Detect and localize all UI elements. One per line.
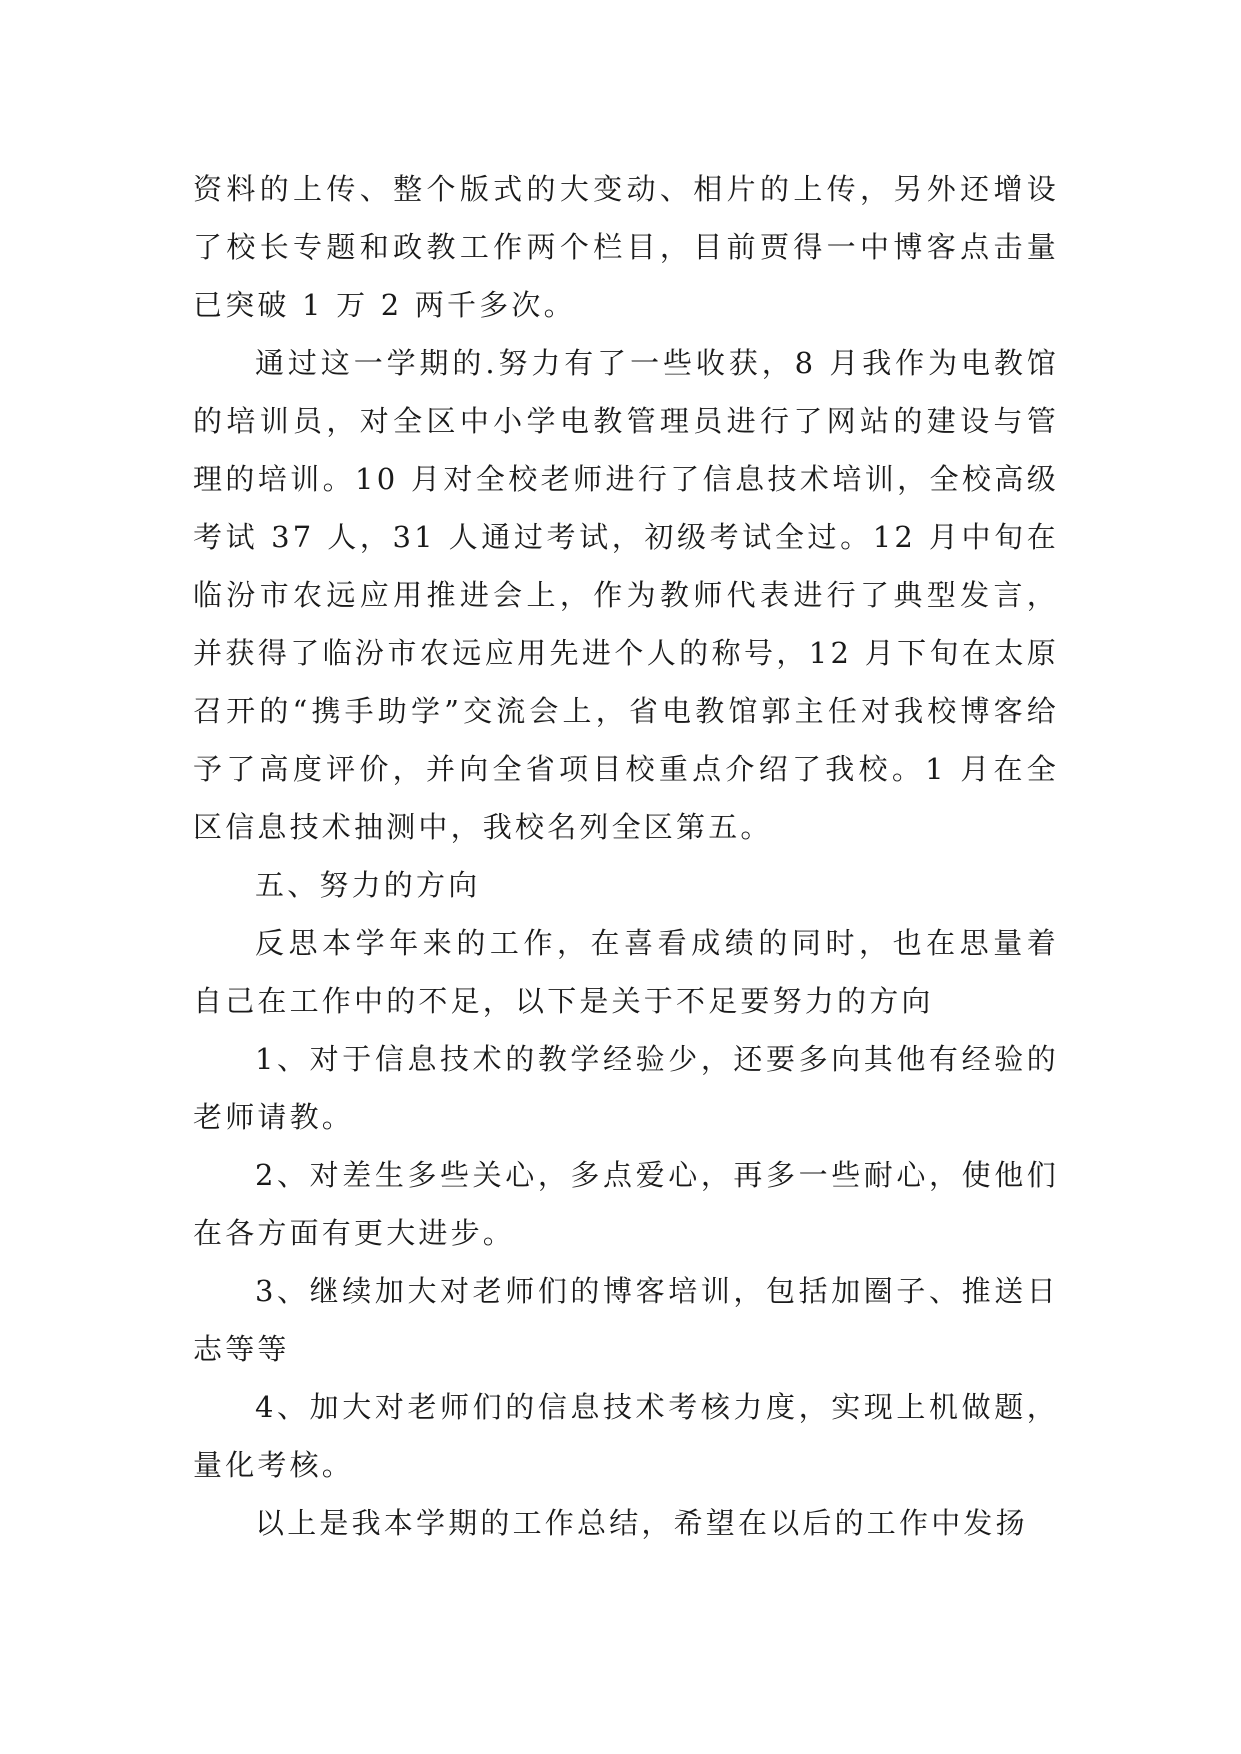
list-item-2: 2、对差生多些关心，多点爱心，再多一些耐心，使他们在各方面有更大进步。	[193, 1158, 1059, 1250]
paragraph-continuation: 资料的上传、整个版式的大变动、相片的上传，另外还增设了校长专题和政教工作两个栏目，目前贾得一中博客点击量已突破 1 万 2 两千多次。	[193, 172, 1059, 322]
section-heading: 五、努力的方向	[255, 868, 481, 902]
paragraph-achievements: 通过这一学期的.努力有了一些收获，8 月我作为电教馆的培训员，对全区中小学电教管理员进行了网站的建设与管理的培训。10 月对全校老师进行了信息技术培训，全校高级考试 37 人，31 人通过考试，初级考试全过。12 月中旬在临汾市农远应用推进会上，作为教师代表进行了典型发言，并获得了临汾市农远应用先进个人的称号，12 月下旬在太原召开的“携手助学”交流会上，省电教馆郭主任对我校博客给予了高度评价，并向全省项目校重点介绍了我校。1 月在全区信息技术抽测中，我校名列全区第五。	[193, 346, 1059, 844]
list-item-1: 1、对于信息技术的教学经验少，还要多向其他有经验的老师请教。	[193, 1042, 1059, 1134]
document-body	[193, 160, 1059, 1552]
list-item-4: 4、加大对老师们的信息技术考核力度，实现上机做题，量化考核。	[193, 1390, 1059, 1482]
paragraph-reflection: 反思本学年来的工作，在喜看成绩的同时，也在思量着自己在工作中的不足，以下是关于不足要努力的方向	[193, 926, 1059, 1018]
paragraph-conclusion: 以上是我本学期的工作总结，希望在以后的工作中发扬	[255, 1506, 1028, 1540]
list-item-3: 3、继续加大对老师们的博客培训，包括加圈子、推送日志等等	[193, 1274, 1059, 1366]
